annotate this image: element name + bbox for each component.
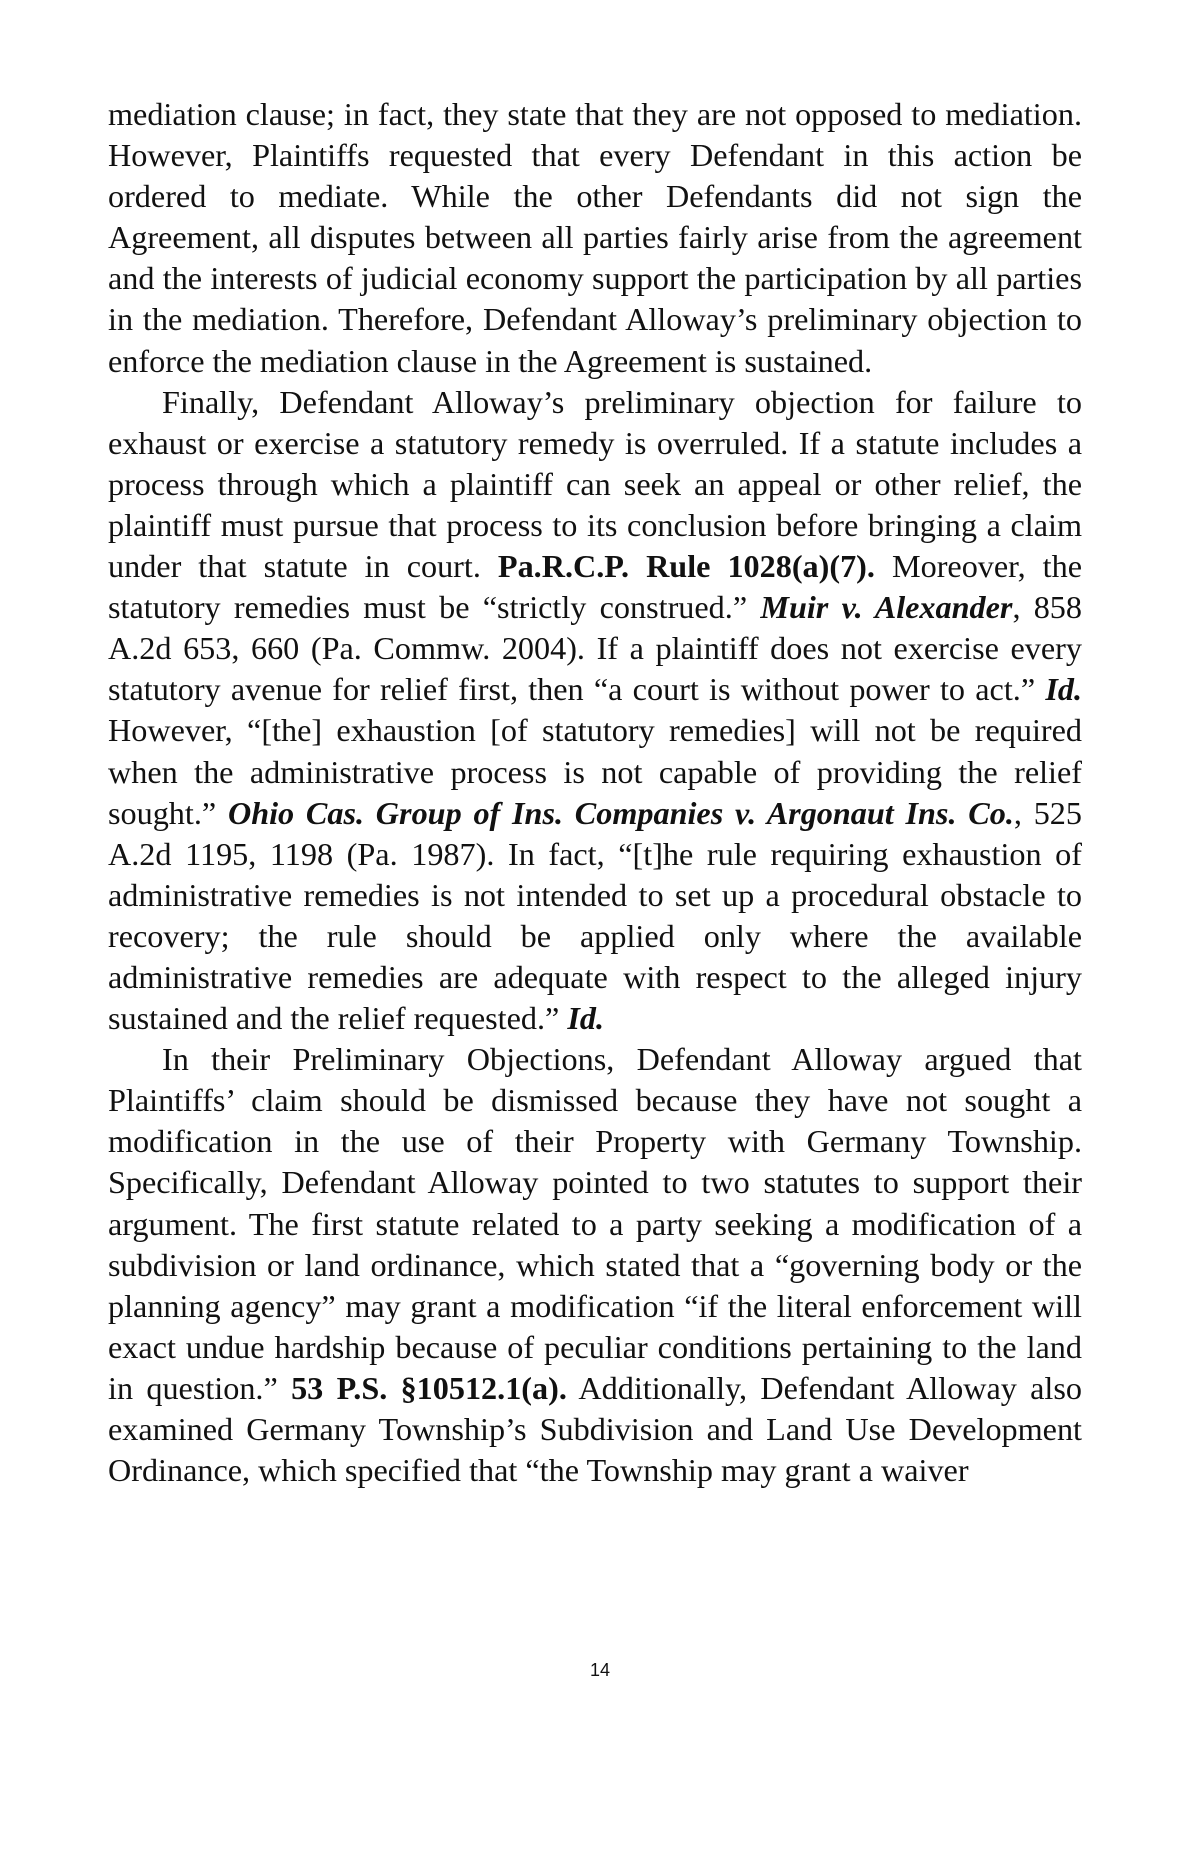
document-body — [108, 94, 1082, 1491]
paragraph-text: Moreover, the statutory remedies must be “strictly construed.” — [108, 548, 1082, 626]
page-number: 14 — [589, 1660, 611, 1680]
paragraph-preliminary-objections — [108, 1039, 1082, 1491]
case-citation: Ohio Cas. Group of Ins. Companies v. Argonaut Ins. Co. — [227, 794, 1014, 831]
paragraph-mediation — [108, 94, 1082, 382]
paragraph-text: , 525 A.2d 1195, 1198 (Pa. 1987). In fact, “[t]he rule requiring exhaustion of administrative remedies is not intended to set up a procedural obstacle to recovery; the rule should be applied only where the available administrative remedies are adequate with respect to the alleged injury sustained and the relief requested.” — [108, 794, 1082, 1037]
case-citation: Id. — [1045, 671, 1082, 708]
paragraph-text: In their Preliminary Objections, Defendant Alloway argued that Plaintiffs’ claim should be dismissed because they have not sought a modification in the use of their Property with Germany Township. Specifically, Defendant Alloway pointed to two statutes to support their argument. The first statute related to a party seeking a modification of a subdivision or land ordinance, which stated that a “governing body or the planning agency” may grant a modification “if the literal enforcement will exact undue hardship because of peculiar conditions pertaining to the land in question.” — [108, 1041, 1082, 1406]
case-citation: Id. — [567, 1000, 605, 1037]
rule-citation: Pa.R.C.P. Rule 1028(a)(7). — [497, 548, 875, 585]
case-citation: Muir v. Alexander — [760, 589, 1013, 626]
paragraph-text: However, “[the] exhaustion [of statutory remedies] will not be required when the administrative process is not capable of providing the relief sought.” — [108, 712, 1082, 831]
paragraph-exhaustion — [108, 382, 1082, 1040]
paragraph-text: Additionally, Defendant Alloway also examined Germany Township’s Subdivision and Land Use Development Ordinance, which specified that “the Township may grant a waiver — [108, 1369, 1082, 1489]
statute-citation: 53 P.S. §10512.1(a). — [291, 1369, 567, 1406]
paragraph-text: , 858 A.2d 653, 660 (Pa. Commw. 2004). If a plaintiff does not exercise every statutory avenue for relief first, then “a court is without power to act.” — [108, 589, 1082, 708]
paragraph-text: mediation clause; in fact, they state that they are not opposed to mediation. However, Plaintiffs requested that every Defendant in this action be ordered to mediate. While the other Defendants did not sign the Agreement, all disputes between all parties fairly arise from the agreement and the interests of judicial economy support the participation by all parties in the mediation. Therefore, Defendant Alloway’s preliminary objection to enforce the mediation clause in the Agreement is sustained. — [108, 96, 1082, 379]
paragraph-text: Finally, Defendant Alloway’s preliminary objection for failure to exhaust or exercise a statutory remedy is overruled. If a statute includes a process through which a plaintiff can seek an appeal or other relief, the plaintiff must pursue that process to its conclusion before bringing a claim under that statute in court. — [108, 383, 1082, 585]
